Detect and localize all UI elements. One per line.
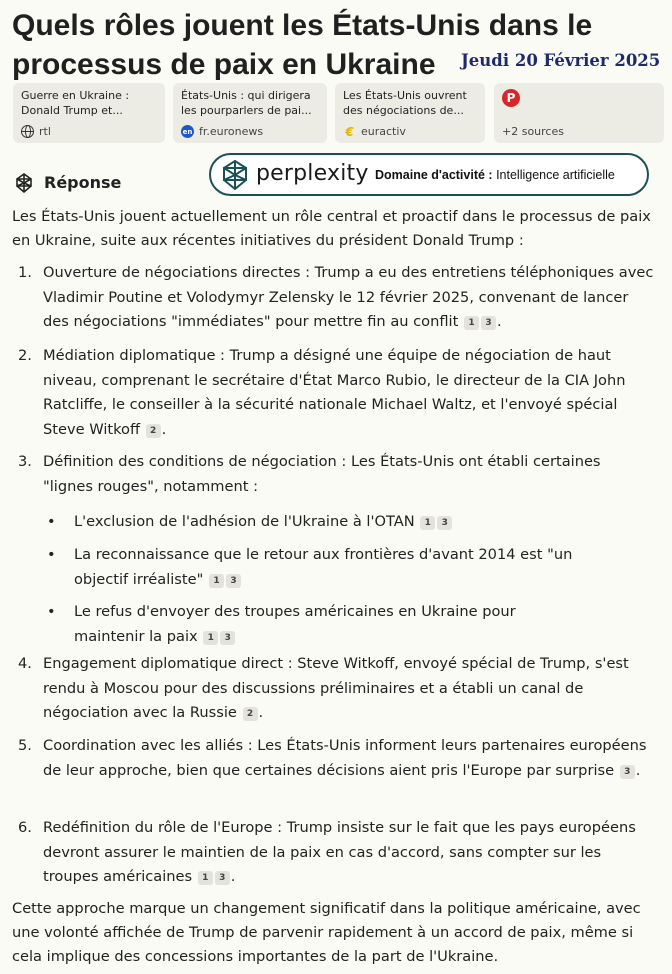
item-number: 6. bbox=[18, 819, 32, 836]
citation-badge[interactable]: 3 bbox=[481, 316, 496, 330]
item-number: 2. bbox=[18, 347, 32, 364]
conclusion-paragraph: Cette approche marque un changement significatif dans la politique américaine, avec une volonté affichée de Trump de parvenir rapidement à un accord de paix, même si cela implique des concessions importantes de la part de l'Ukraine. bbox=[12, 900, 641, 965]
citation-badge[interactable]: 1 bbox=[203, 631, 218, 645]
citation-badge[interactable]: 3 bbox=[215, 871, 230, 885]
perplexity-answer-icon bbox=[14, 173, 34, 193]
bullet: • bbox=[47, 513, 56, 530]
citation-badge[interactable]: 3 bbox=[620, 765, 635, 779]
perplexity-logo-icon bbox=[221, 160, 249, 190]
more-sources-label: +2 sources bbox=[502, 125, 564, 138]
reponse-heading: Réponse bbox=[44, 173, 122, 192]
bullet-text: Le refus d'envoyer des troupes américaines en Ukraine pour maintenir la paix bbox=[74, 603, 516, 645]
source-card-rtl[interactable] bbox=[13, 83, 165, 143]
bullet-text: L'exclusion de l'adhésion de l'Ukraine à l'OTAN bbox=[74, 513, 415, 530]
domain-line bbox=[375, 168, 615, 182]
item-text: Engagement diplomatique direct : Steve Witkoff, envoyé spécial de Trump, s'est rendu à Moscou pour des discussions préliminaires et a établi un canal de négociation avec la Russie bbox=[43, 655, 629, 721]
item-text: Définition des conditions de négociation : Les États-Unis ont établi certaines "lignes rouges", notamment : bbox=[43, 453, 601, 495]
bullet-text: La reconnaissance que le retour aux frontières d'avant 2014 est "un objectif irréaliste" bbox=[74, 546, 573, 588]
item-tail: . bbox=[230, 868, 236, 885]
item-text: Médiation diplomatique : Trump a désigné une équipe de négociation de haut niveau, comprenant le secrétaire d'État Marco Rubio, le directeur de la CIA John Ratcliffe, le conseiller à la sécurité nationale Michael Waltz, et l'envoyé spécial Steve Witkoff bbox=[43, 347, 626, 438]
item-tail: . bbox=[635, 761, 641, 779]
source-card-euractiv[interactable] bbox=[335, 83, 485, 143]
source-site: rtl bbox=[39, 125, 51, 138]
globe-icon bbox=[21, 125, 34, 138]
citation-badge[interactable]: 1 bbox=[209, 574, 224, 588]
item-tail: . bbox=[496, 313, 502, 330]
item-text: Coordination avec les alliés : Les États-Unis informent leurs partenaires européens de leur approche, bien que certaines décisions aient pris l'Europe par surprise bbox=[43, 737, 647, 779]
citation-badge[interactable]: 2 bbox=[243, 707, 258, 721]
source-site: euractiv bbox=[361, 125, 406, 138]
bullet: • bbox=[47, 546, 56, 563]
citation-badge[interactable]: 3 bbox=[437, 516, 452, 530]
item-tail: . bbox=[258, 704, 264, 721]
source-site: fr.euronews bbox=[199, 125, 264, 138]
domain-value: Intelligence artificielle bbox=[496, 168, 615, 182]
item-text: Redéfinition du rôle de l'Europe : Trump insiste sur le fait que les pays européens devront assurer le maintien de la paix en cas d'accord, sans compter sur les troupes américaines bbox=[43, 819, 636, 885]
item-number: 4. bbox=[18, 655, 32, 672]
domain-label: Domaine d'activité : bbox=[375, 168, 493, 182]
citation-badge[interactable]: 1 bbox=[420, 516, 435, 530]
sources-row bbox=[13, 83, 663, 143]
item-tail: . bbox=[161, 420, 167, 438]
date-label: Jeudi 20 Février 2025 bbox=[461, 51, 661, 70]
item-number: 3. bbox=[18, 453, 32, 470]
citation-badge[interactable]: 3 bbox=[226, 574, 241, 588]
citation-badge[interactable]: 3 bbox=[220, 631, 235, 645]
source-title: États-Unis : qui dirigera les pourparlers de pai... bbox=[181, 89, 312, 117]
item-number: 5. bbox=[18, 737, 32, 754]
euronews-icon: en bbox=[181, 125, 194, 138]
intro-paragraph: Les États-Unis jouent actuellement un rôle central et proactif dans le processus de paix en Ukraine, suite aux récentes initiatives du président Donald Trump : bbox=[12, 208, 651, 249]
perplexity-wordmark: perplexity bbox=[256, 161, 369, 186]
source-card-euronews[interactable] bbox=[173, 83, 327, 143]
citation-badge[interactable]: 1 bbox=[464, 316, 479, 330]
euractiv-icon: € bbox=[345, 124, 354, 139]
source-title: Guerre en Ukraine : Donald Trump et... bbox=[21, 89, 130, 117]
more-sources-card[interactable] bbox=[494, 83, 664, 143]
citation-badge[interactable]: 2 bbox=[146, 424, 161, 438]
citation-badge[interactable]: 1 bbox=[198, 871, 213, 885]
source-favicon-icon: P bbox=[502, 89, 520, 107]
page-title: Quels rôles jouent les États-Unis dans le processus de paix en Ukraine bbox=[12, 9, 593, 81]
perplexity-banner bbox=[209, 153, 649, 196]
item-text: Ouverture de négociations directes : Trump a eu des entretiens téléphoniques avec Vladimir Poutine et Volodymyr Zelensky le 12 février 2025, convenant de lancer des négociations "immédiates" pour mettre fin au conflit bbox=[43, 264, 654, 330]
item-number: 1. bbox=[18, 264, 32, 281]
bullet: • bbox=[47, 603, 56, 620]
source-title: Les États-Unis ouvrent des négociations de... bbox=[343, 89, 467, 117]
